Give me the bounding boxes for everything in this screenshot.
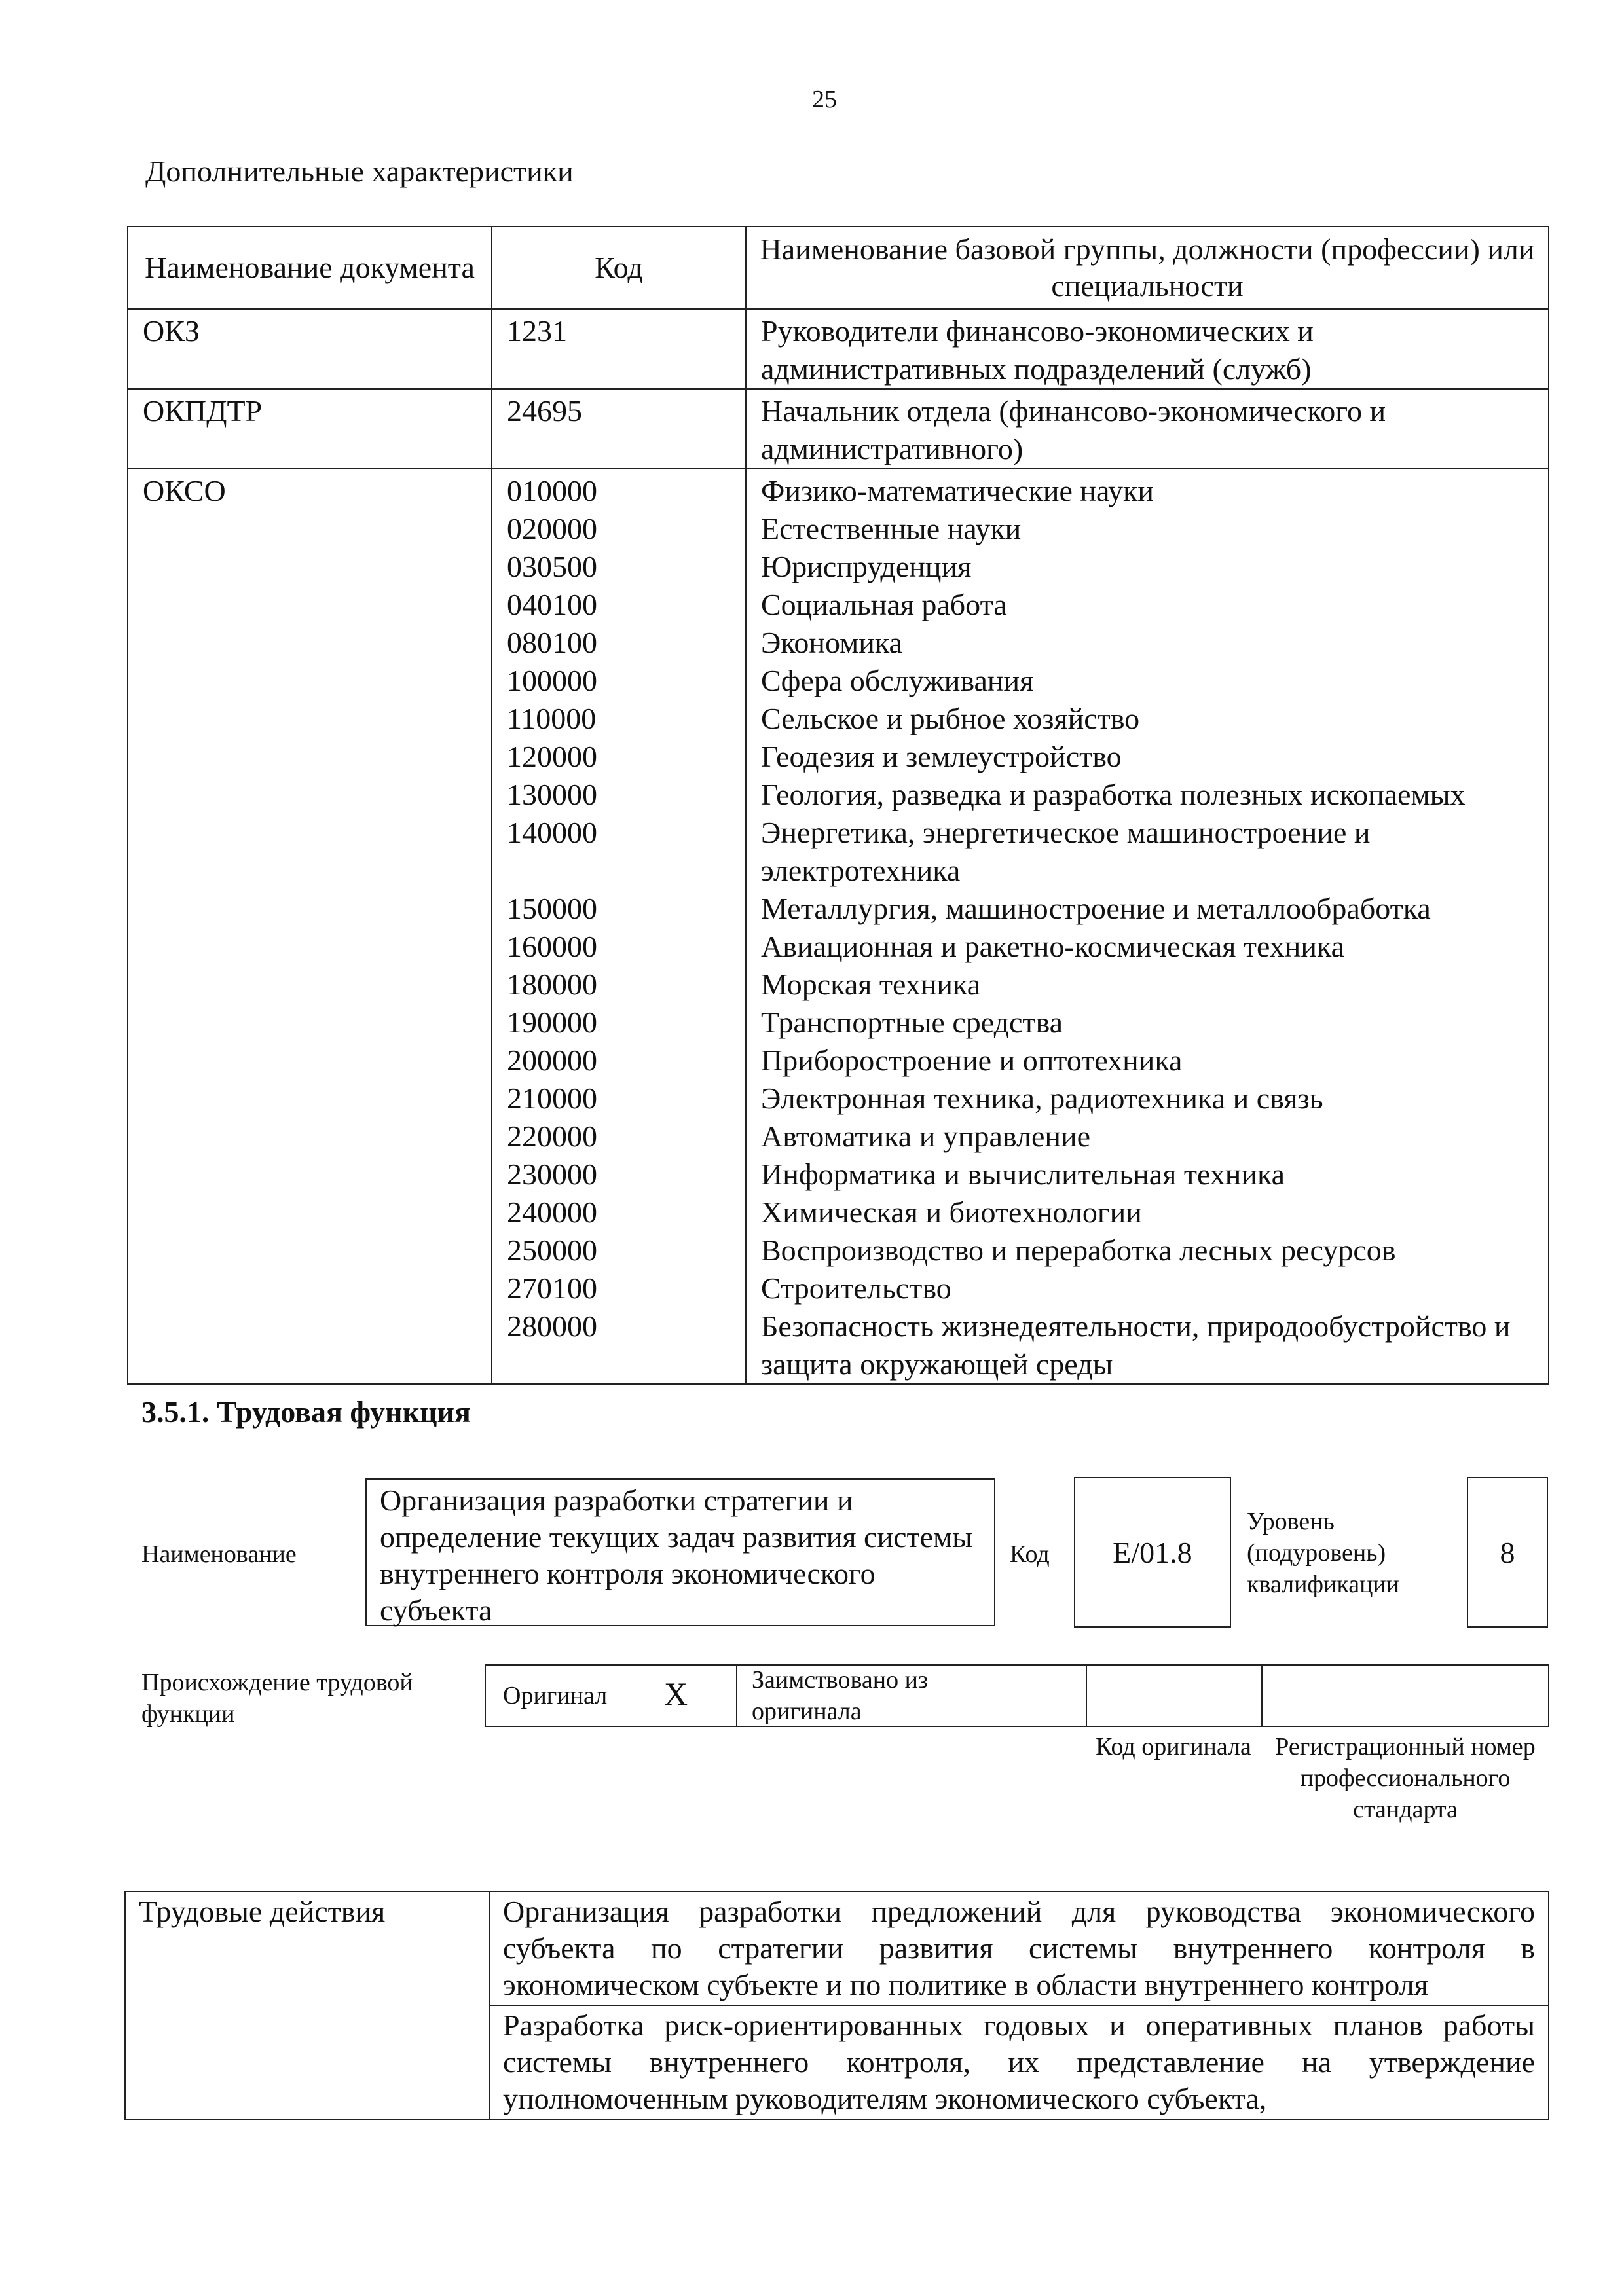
function-code-box xyxy=(1074,1477,1231,1628)
okso-name: Энергетика, энергетическое машиностроение и электротехника xyxy=(761,816,1371,887)
okso-codes xyxy=(492,469,746,1384)
row-code: 24695 xyxy=(492,389,746,469)
okso-code: 150000 xyxy=(507,892,597,925)
labor-function-heading: 3.5.1. Трудовая функция xyxy=(141,1395,471,1429)
okso-code: 080100 xyxy=(507,626,597,659)
okso-code: 280000 xyxy=(507,1309,597,1343)
okso-code: 010000 xyxy=(507,474,597,507)
okso-code: 140000 xyxy=(507,816,597,849)
okso-name: Электронная техника, радиотехника и связь xyxy=(761,1082,1323,1115)
okso-name: Экономика xyxy=(761,626,902,659)
okso-code: 040100 xyxy=(507,588,597,621)
okso-name: Транспортные средства xyxy=(761,1006,1063,1039)
table-header-row xyxy=(128,227,1549,309)
okso-name: Сфера обслуживания xyxy=(761,664,1034,697)
okso-code: 120000 xyxy=(507,740,597,773)
origin-borrowed-cell xyxy=(737,1666,1087,1726)
okso-code: 100000 xyxy=(507,664,597,697)
okso-code: 180000 xyxy=(507,968,597,1001)
okso-name: Естественные науки xyxy=(761,512,1022,545)
okso-code: 250000 xyxy=(507,1233,597,1267)
code-label: Код xyxy=(1010,1540,1050,1568)
okso-name: Геодезия и землеустройство xyxy=(761,740,1122,773)
row-name: Начальник отдела (финансово-экономического и административного) xyxy=(746,389,1549,469)
okso-name: Автоматика и управление xyxy=(761,1120,1091,1153)
reg-number-caption: Регистрационный номер профессионального стандарта xyxy=(1275,1733,1536,1823)
reg-number-cell xyxy=(1263,1666,1548,1726)
characteristics-table xyxy=(127,226,1549,1385)
row-doc: ОКЗ xyxy=(128,309,492,389)
table-row xyxy=(128,309,1549,389)
okso-code: 110000 xyxy=(507,702,597,735)
header-code: Код xyxy=(492,227,746,309)
okso-names xyxy=(746,469,1549,1384)
borrowed-label: Заимствовано из оригинала xyxy=(752,1666,928,1725)
okso-name: Химическая и биотехнологии xyxy=(761,1195,1142,1229)
okso-name: Физико-математические науки xyxy=(761,474,1154,507)
okso-name: Авиационная и ракетно-космическая техника xyxy=(761,930,1345,963)
okso-name: Сельское и рыбное хозяйство xyxy=(761,702,1140,735)
table-row xyxy=(128,389,1549,469)
origin-label: Происхождение трудовой функции xyxy=(141,1669,413,1728)
level-label: Уровень (подуровень) квалификации xyxy=(1247,1508,1400,1598)
row-doc: ОКПДТР xyxy=(128,389,492,469)
function-code-value: E/01.8 xyxy=(1113,1535,1192,1569)
okso-code: 240000 xyxy=(507,1195,597,1229)
function-level-value: 8 xyxy=(1500,1535,1515,1569)
okso-name: Социальная работа xyxy=(761,588,1007,621)
okso-code: 020000 xyxy=(507,512,597,545)
original-label: Оригинал xyxy=(503,1682,608,1709)
okso-code: 220000 xyxy=(507,1120,597,1153)
okso-name: Геология, разведка и разработка полезных ископаемых xyxy=(761,778,1466,811)
origin-original-cell xyxy=(486,1666,737,1726)
okso-name: Строительство xyxy=(761,1271,951,1305)
actions-label: Трудовые действия xyxy=(125,1891,489,2119)
action-item: Разработка риск-ориентированных годовых и оперативных планов работы системы внутреннего контроля, их представление на утверждение уполномоченным руководителям экономического субъекта, xyxy=(489,2005,1549,2119)
okso-doc: ОКСО xyxy=(128,469,492,1384)
table-row xyxy=(125,1891,1549,2005)
action-item: Организация разработки предложений для руководства экономического субъекта по стратегии развития системы внутреннего контроля в экономическом субъекте и по политике в области внутреннего контроля xyxy=(489,1891,1549,2005)
okso-name: Приборостроение и оптотехника xyxy=(761,1044,1183,1077)
okso-name: Морская техника xyxy=(761,968,981,1001)
section-caption: Дополнительные характеристики xyxy=(145,155,574,188)
okso-code: 030500 xyxy=(507,550,597,583)
okso-code: 270100 xyxy=(507,1271,597,1305)
okso-name: Металлургия, машиностроение и металлообработка xyxy=(761,892,1431,925)
table-row-okso xyxy=(128,469,1549,1384)
okso-code: 160000 xyxy=(507,930,597,963)
okso-code: 200000 xyxy=(507,1044,597,1077)
function-level-box xyxy=(1467,1477,1548,1628)
origin-row xyxy=(485,1664,1549,1727)
okso-name: Юриспруденция xyxy=(761,550,972,583)
row-code: 1231 xyxy=(492,309,746,389)
function-name-box: Организация разработки стратегии и определение текущих задач развития системы внутреннего контроля экономического субъекта xyxy=(365,1478,995,1626)
okso-code: 130000 xyxy=(507,778,597,811)
actions-table xyxy=(124,1891,1549,2120)
okso-name: Воспроизводство и переработка лесных ресурсов xyxy=(761,1233,1396,1267)
original-code-cell xyxy=(1087,1666,1263,1726)
okso-name: Безопасность жизнедеятельности, природообустройство и защита окружающей среды xyxy=(761,1309,1511,1381)
okso-name: Информатика и вычислительная техника xyxy=(761,1157,1285,1191)
okso-code: 210000 xyxy=(507,1082,597,1115)
name-label: Наименование xyxy=(141,1540,297,1568)
header-name: Наименование базовой группы, должности (профессии) или специальности xyxy=(746,227,1549,309)
original-code-caption: Код оригинала xyxy=(1096,1733,1251,1760)
original-mark: X xyxy=(664,1675,688,1712)
row-name: Руководители финансово-экономических и административных подразделений (служб) xyxy=(746,309,1549,389)
header-doc: Наименование документа xyxy=(128,227,492,309)
okso-code: 190000 xyxy=(507,1006,597,1039)
okso-code: 230000 xyxy=(507,1157,597,1191)
